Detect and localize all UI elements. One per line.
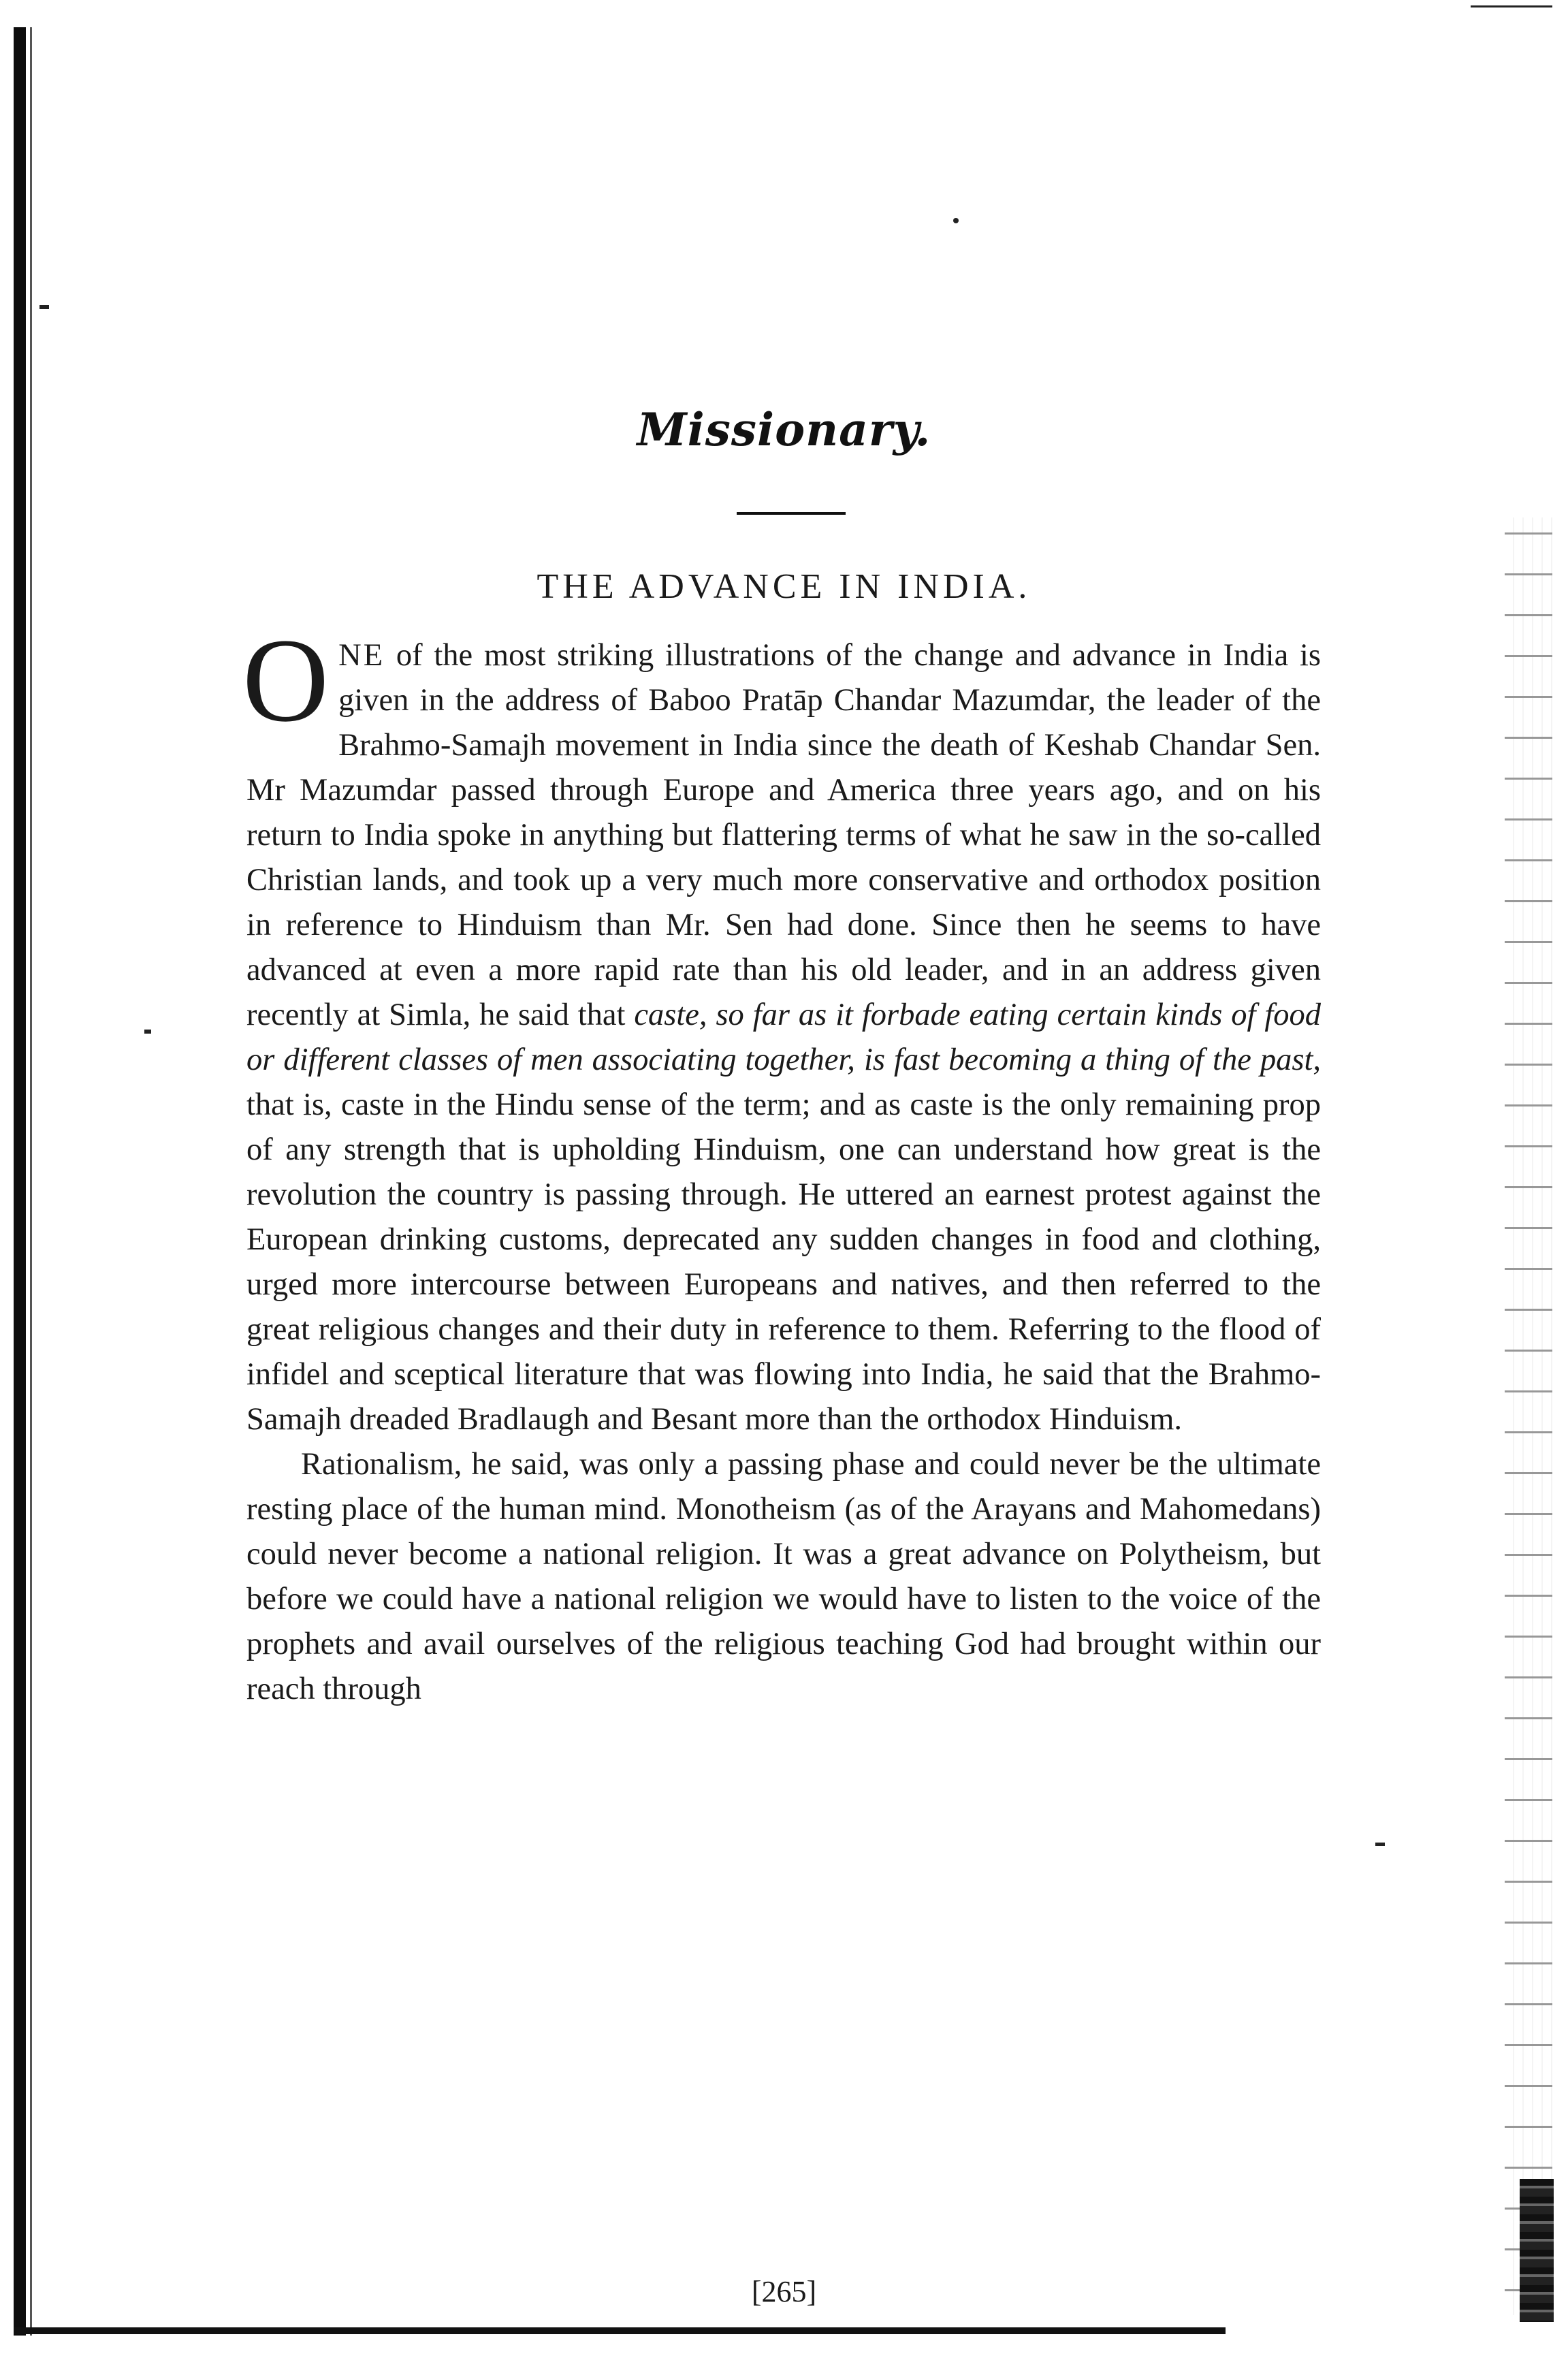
paragraph-1-text-a: of the most striking illustrations of the change and advance in India is given in the address of Baboo Pratāp Chandar Mazumdar, the leader of the Brahmo-Samajh movement in India since the death of Keshab Chandar Sen. Mr Mazumdar passed through Europe and America three years ago, and on his return to India spoke in anything but flattering terms of what he saw in the so-called Christian lands, and took up a very much more conservative and orthodox position in reference to Hinduism than Mr. Sen had done. Since then he seems to have advanced at even a more rapid rate than his old leader, and in an address given recently at Simla, he said that xyxy=(246,638,1321,1032)
scan-dash xyxy=(1375,1843,1385,1846)
scan-bottom-edge xyxy=(14,2327,1226,2334)
paragraph-1 xyxy=(242,614,1321,1442)
scan-binding-edge xyxy=(14,27,26,2336)
section-heading: Missionary. xyxy=(637,403,931,456)
paragraph-2: Rationalism, he said, was only a passing phase and could never be the ultimate resting place of the human mind. Monotheism (as of the Arayans and Mahomedans) could never become a national religion. It was a great advance on Polytheism, but before we could have a national religion we would have to listen to the voice of the prophets and avail ourselves of the religious teaching God had brought within our reach through xyxy=(246,1447,1321,1706)
scan-binding-line xyxy=(30,27,32,2336)
italic-quotation: caste, so far as it forbade eating certain kinds of food or different classes of men associating together, is fast becoming a thing of the past, xyxy=(246,998,1321,1077)
paragraph-1-text-b: that is, caste in the Hindu sense of the term; and as caste is the only remaining prop of any strength that is upholding Hinduism, one can understand how great is the revolution the country is passing through. He uttered an earnest protest against the European drinking customs, deprecated any sudden changes in food and clothing, urged more intercourse between Europeans and natives, and then referred to the great religious changes and their duty in reference to them. Referring to the flood of infidel and sceptical literature that was flowing into India, he said that the Brahmo-Samajh dreaded Bradlaugh and Besant more than the orthodox Hinduism. xyxy=(246,1087,1321,1437)
scan-mark xyxy=(144,1030,151,1034)
scan-right-edge-noise xyxy=(1505,517,1552,2315)
drop-cap: O xyxy=(242,614,330,747)
heading-rule xyxy=(737,512,846,515)
body-text xyxy=(242,614,1321,1712)
scan-dot xyxy=(953,218,959,223)
article-title: THE ADVANCE IN INDIA. xyxy=(537,567,1031,606)
scan-mark xyxy=(39,305,49,309)
page-number: [265] xyxy=(751,2275,817,2308)
opening-small-caps: NE xyxy=(338,638,385,673)
scan-top-rule xyxy=(1471,5,1552,7)
